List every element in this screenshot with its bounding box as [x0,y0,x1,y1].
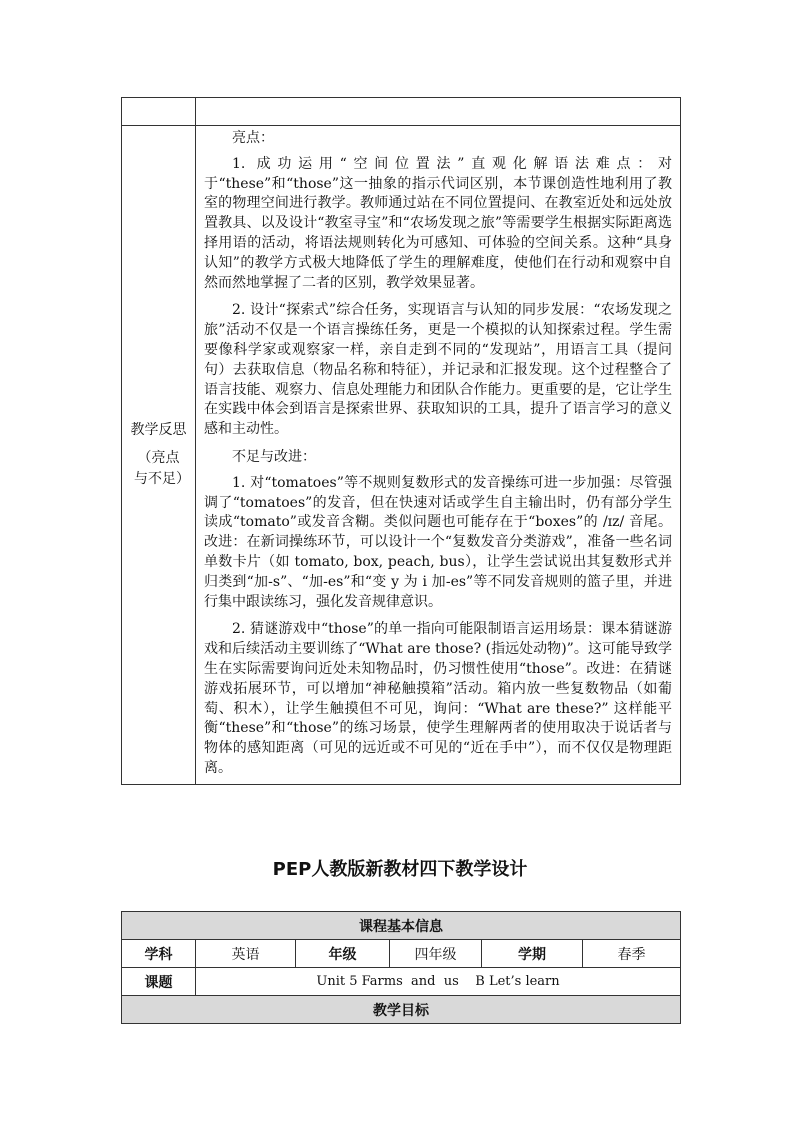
topic-value: Unit 5 Farms and us B Let’s learn [196,968,681,996]
highlights-heading: 亮点： [232,130,274,146]
highlight-paragraph-2: 2. 设计“探索式”综合任务，实现语言与认知的同步发展：“农场发现之旅”活动不仅是一个语言操练任务，更是一个模拟的认知探索过程。学生需要像科学家或观察家一样，亲自走到不同的“发现站”，用语言工具（提问句）去获取信息（物品名称和特征），并记录和汇报发现。这个过程整合了语言技能、观察力、信息处理能力和团队合作能力。更重要的是，它让学生在实践中体会到语言是探索世界、获取知识的工具，提升了语言学习的意义感和主动性。 [204,302,672,438]
course-info-table [121,911,681,1024]
term-value: 春季 [583,940,681,968]
shortcomings-heading: 不足与改进： [232,448,316,465]
term-label: 学期 [482,940,583,968]
empty-top-row [122,98,681,126]
objectives-header: 教学目标 [122,996,681,1024]
course-info-header: 课程基本信息 [122,912,681,940]
empty-cell-right [196,98,681,126]
reflection-row [122,126,681,785]
grade-value: 四年级 [390,940,482,968]
empty-cell-left [122,98,196,126]
shortcoming-paragraph-2: 2. 猜谜游戏中“those”的单一指向可能限制语言运用场景：课本猜谜游戏和后续活动主要训练了“What are those? (指远处动物)”。这可能导致学生在实际需要询问近处未知物品时，仍习惯性使用“those”。改进：在猜谜游戏拓展环节，可以增加“神秘触摸箱”活动。箱内放一些复数物品（如葡萄、积木），让学生触摸但不可见，询问：“What are these?” 这样能平衡“these”和“those”的练习场景，使学生理解两者的使用取决于说话者与物体的感知距离（可见的远近或不可见的“近在手中”），而不仅仅是物理距离。 [204,621,672,776]
topic-row [122,968,681,996]
course-meta-row [122,940,681,968]
topic-label: 课题 [122,968,196,996]
document-title: PEP人教版新教材四下教学设计 [272,859,528,880]
reflection-label: 教学反思 [130,421,187,438]
highlight-paragraph-1: 1. 成功运用“空间位置法”直观化解语法难点：对于“these”和“those”这一抽象的指示代词区别，本节课创造性地利用了教室的物理空间进行教学。教师通过站在不同位置提问、在教室近处和远处放置教具、以及设计“教室寻宝”和“农场发现之旅”等需要学生根据实际距离选择用语的活动，将语法规则转化为可感知、可体验的空间关系。这种“具身认知”的教学方式极大地降低了学生的理解难度，使他们在行动和观察中自然而然地掌握了二者的区别，教学效果显著。 [204,155,672,291]
grade-label: 年级 [296,940,390,968]
reflection-label-cell [122,126,196,785]
reflection-table [121,97,681,785]
subject-label: 学科 [122,940,196,968]
subject-value: 英语 [196,940,296,968]
reflection-content [196,126,681,785]
shortcoming-paragraph-1: 1. 对“tomatoes”等不规则复数形式的发音操练可进一步加强：尽管强调了“tomatoes”的发音，但在快速对话或学生自主输出时，仍有部分学生读成“tomato”或发音含糊。类似问题也可能存在于“boxes”的 /ɪz/ 音尾。改进：在新词操练环节，可以设计一个“复数发音分类游戏”，准备一些名词单数卡片（如 tomato, box, peach, bus），让学生尝试说出其复数形式并归类到“加-s”、“加-es”和“变 y 为 i 加-es”等不同发音规则的篮子里，并进行集中跟读练习，强化发音规律意识。 [204,474,672,610]
reflection-sublabel: （亮点与不足） [134,449,190,487]
